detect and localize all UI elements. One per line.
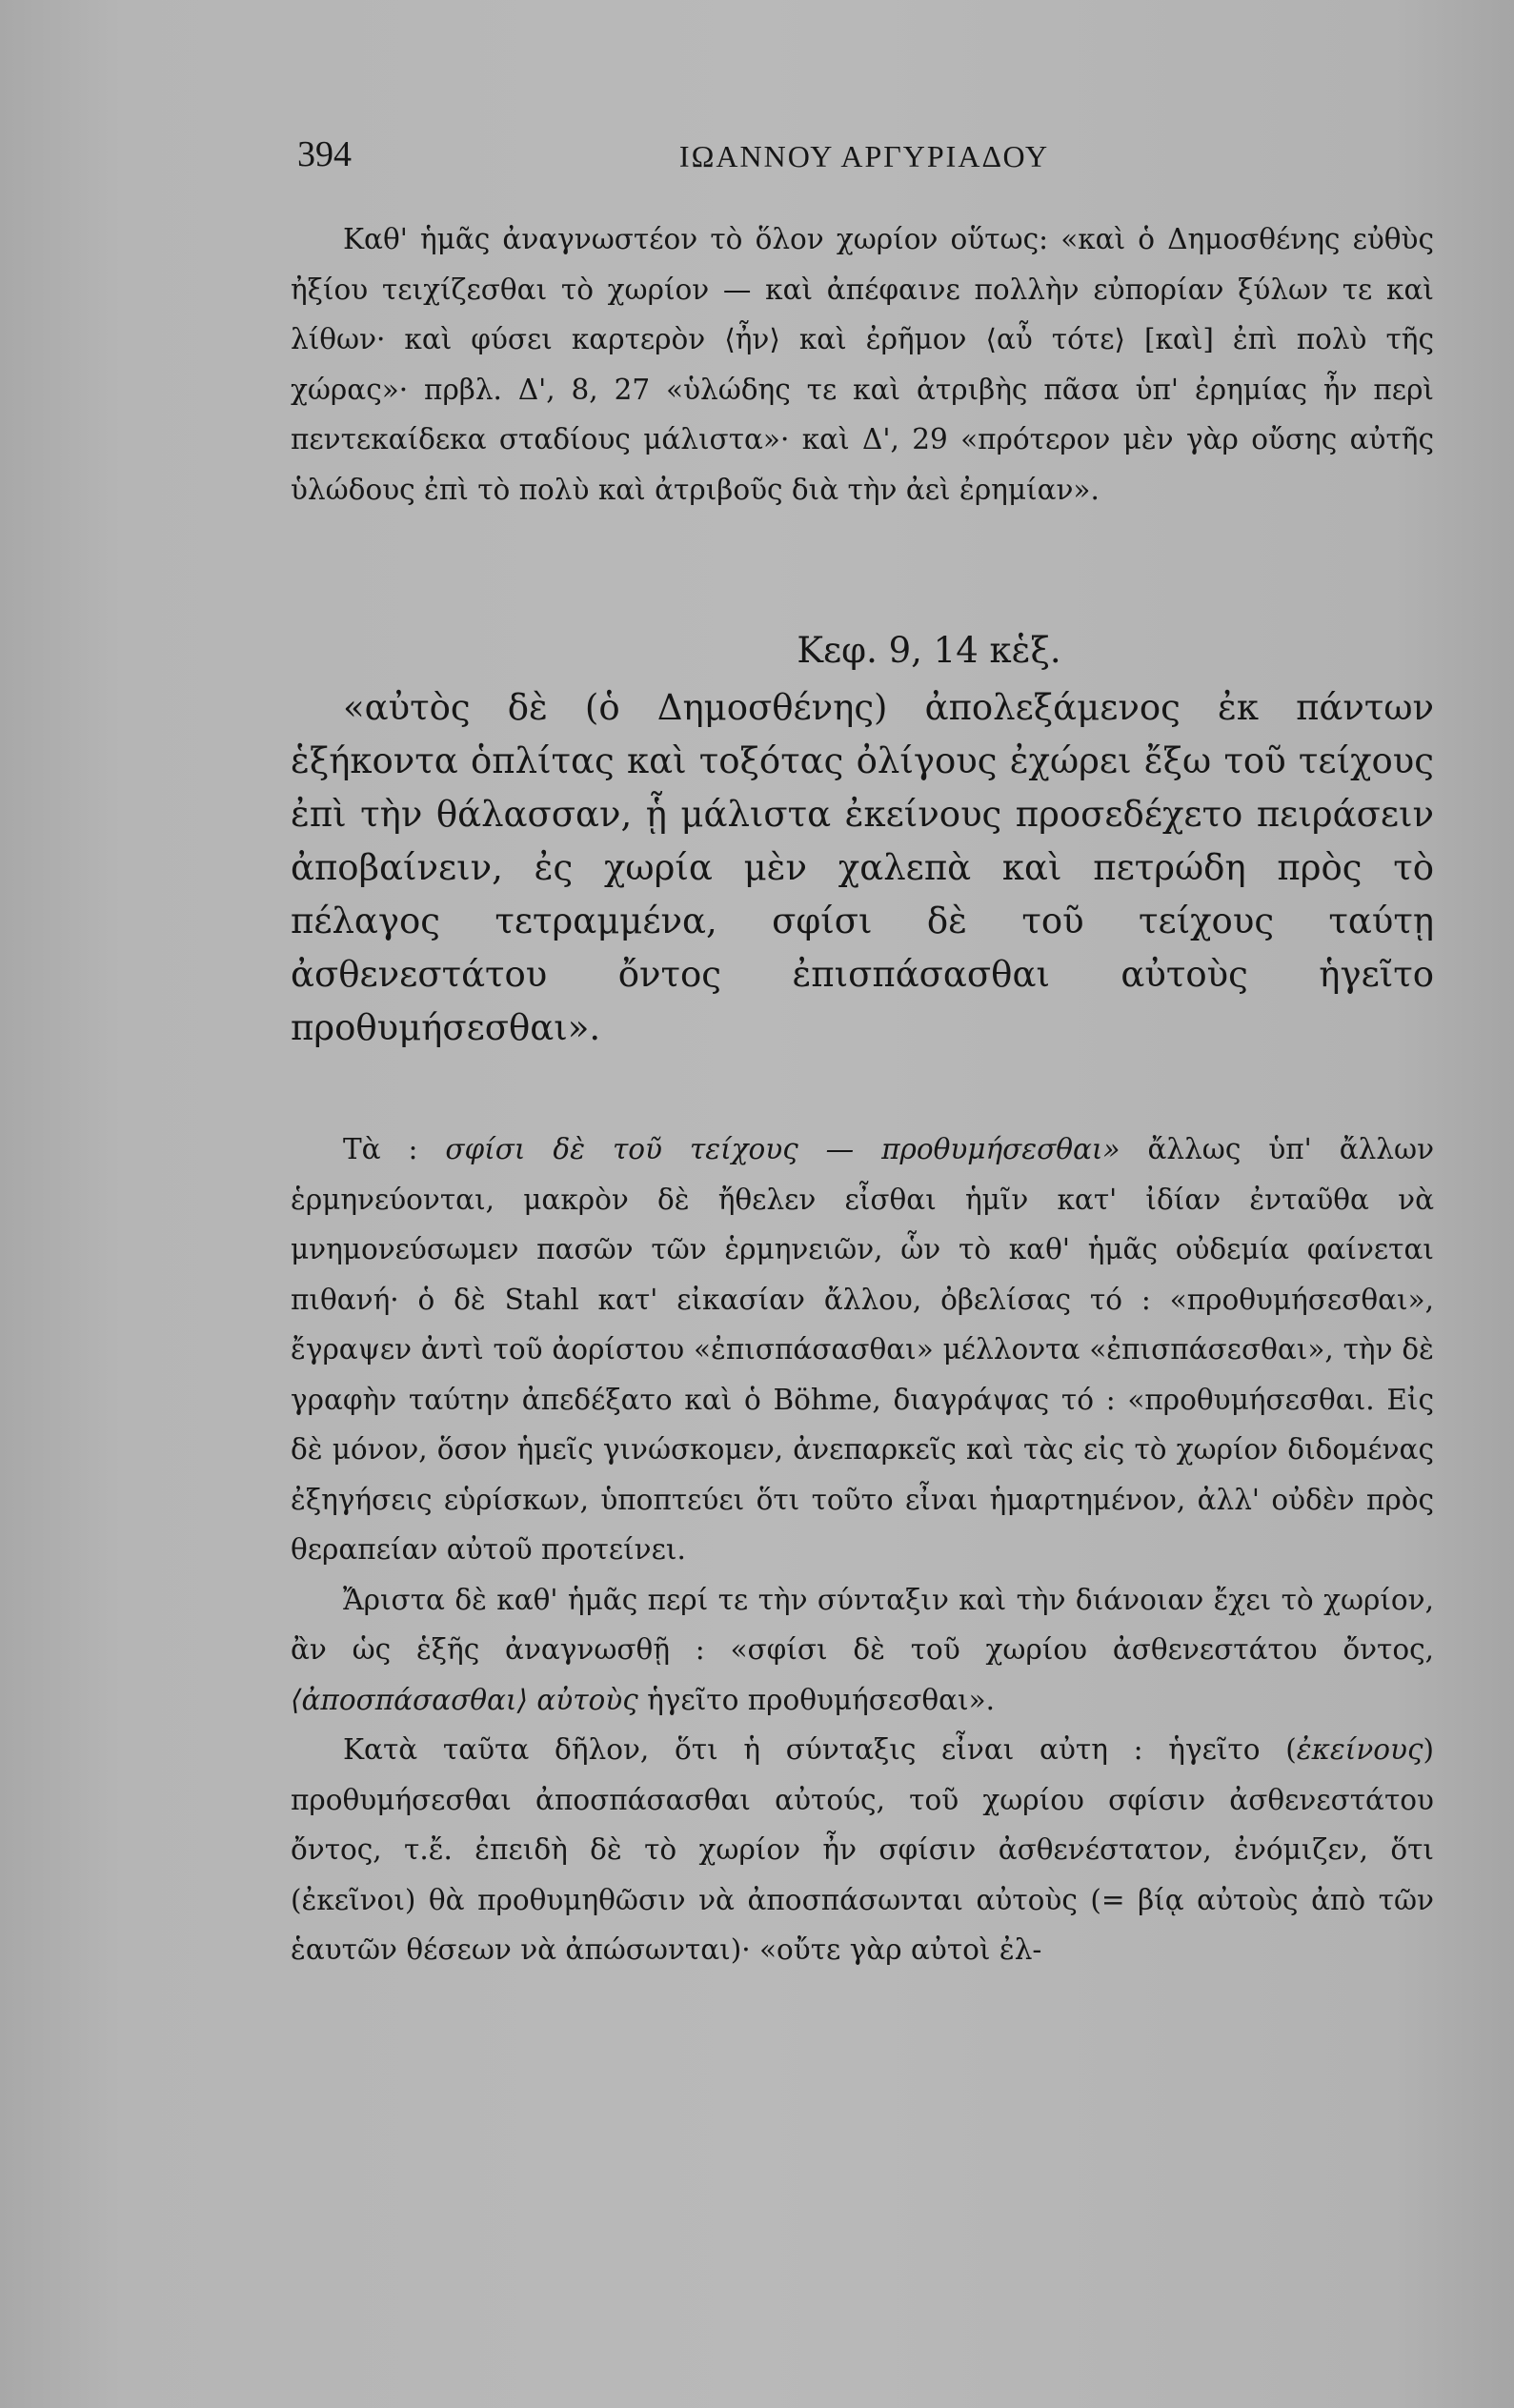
commentary-text-lead: Τὰ : [343, 1133, 446, 1165]
chapter-reference: Κεφ. 9, 14 κἑξ. [797, 630, 1061, 671]
commentary-paragraph [291, 1725, 1434, 1975]
commentary-paragraph [291, 1124, 1434, 1575]
quotation-paragraph: «αὐτὸς δὲ (ὁ Δημοσθένης) ἀπολεξάμενος ἐκ πάντων ἑξήκοντα ὁπλίτας καὶ τοξότας ὀλίγους ἐχώρει ἔξω τοῦ τείχους ἐπὶ τὴν θάλασσαν, ᾗ μάλιστα ἐκείνους προσεδέχετο πειράσειν ἀποβαίνειν, ἐς χωρία μὲν χαλεπὰ καὶ πετρώδη πρὸς τὸ πέλαγος τετραμμένα, σφίσι δὲ τοῦ τείχους ταύτῃ ἀσθενεστάτου ὄντος ἐπισπάσασθαι αὐτοὺς ἡγεῖτο προθυμήσεσθαι». [291, 687, 1434, 1048]
page-header [297, 133, 1431, 191]
commentary-paragraph [291, 1575, 1434, 1726]
running-head: ΙΩΑΝΝΟΥ ΑΡΓΥΡΙΑΔΟΥ [678, 139, 1050, 173]
commentary-text-lead: Κατὰ ταῦτα δῆλον, ὅτι ἡ σύνταξις εἶναι αὐτη : ἡγεῖτο ( [343, 1733, 1297, 1766]
commentary-text: ἡγεῖτο προθυμήσεσθαι». [637, 1683, 996, 1716]
commentary-italic-phrase: σφίσι δὲ τοῦ τείχους — προθυμήσεσθαι» [445, 1133, 1120, 1165]
page-number: 394 [297, 134, 352, 174]
commentary-italic-phrase: ἐκείνους [1296, 1733, 1423, 1766]
commentary-italic-phrase: ⟨ἀποσπάσασθαι⟩ αὐτοὺς [291, 1683, 638, 1716]
commentary-block [291, 1124, 1434, 1975]
intro-block [291, 214, 1434, 515]
commentary-text: ) προθυμήσεσθαι ἀποσπάσασθαι αὐτούς, τοῦ χωρίου σφίσιν ἀσθενεστάτου ὄντος, τ.ἔ. ἐπειδὴ δὲ τὸ χωρίον ἦν σφίσιν ἀσθενέστατον, ἐνόμιζεν, ὅτι (ἐκεῖνοι) θὰ προθυμηθῶσιν νὰ ἀποσπάσωνται αὐτοὺς (= βίᾳ αὐτοὺς ἀπὸ τῶν ἑαυτῶν θέσεων νὰ ἀπώσωνται)· «οὔτε γὰρ αὐτοὶ ἐλ- [291, 1733, 1434, 1966]
commentary-text-lead: Ἄριστα δὲ καθ' ἡμᾶς περί τε τὴν σύνταξιν καὶ τὴν διάνοιαν ἔχει τὸ χωρίον, ἂν ὡς ἑξῆς ἀναγνωσθῇ : «σφίσι δὲ τοῦ χωρίου ἀσθενεστάτου ὄντος, [291, 1583, 1434, 1666]
commentary-text: ἄλλως ὑπ' ἄλλων ἑρμηνεύονται, μακρὸν δὲ ἤθελεν εἶσθαι ἡμῖν κατ' ἰδίαν ἐνταῦθα νὰ μνημονεύσωμεν πασῶν τῶν ἑρμηνειῶν, ὧν τὸ καθ' ἡμᾶς οὐδεμία φαίνεται πιθανή· ὁ δὲ Stahl κατ' εἰκασίαν ἄλλου, ὀβελίσας τό : «προθυμήσεσθαι», ἔγραψεν ἀντὶ τοῦ ἀορίστου «ἐπισπάσασθαι» μέλλοντα «ἐπισπάσεσθαι», τὴν δὲ γραφὴν ταύτην ἀπεδέξατο καὶ ὁ Böhme, διαγράψας τό : «προθυμήσεσθαι. Εἰς δὲ μόνον, ὅσον ἡμεῖς γινώσκομεν, ἀνεπαρκεῖς καὶ τὰς εἰς τὸ χωρίον διδομένας ἐξηγήσεις εὑρίσκων, ὑποπτεύει ὅτι τοῦτο εἶναι ἡμαρτημένον, ἀλλ' οὐδὲν πρὸς θεραπείαν αὐτοῦ προτείνει. [291, 1133, 1434, 1566]
intro-paragraph: Καθ' ἡμᾶς ἀναγνωστέον τὸ ὅλον χωρίον οὕτως: «καὶ ὁ Δημοσθένης εὐθὺς ἠξίου τειχίζεσθαι τὸ χωρίον — καὶ ἀπέφαινε πολλὴν εὐπορίαν ξύλων τε καὶ λίθων· καὶ φύσει καρτερὸν ⟨ἦν⟩ καὶ ἐρῆμον ⟨αὖ τότε⟩ [καὶ] ἐπὶ πολὺ τῆς χώρας»· πρβλ. Δ', 8, 27 «ὑλώδης τε καὶ ἀτριβὴς πᾶσα ὑπ' ἐρημίας ἦν περὶ πεντεκαίδεκα σταδίους μάλιστα»· καὶ Δ', 29 «πρότερον μὲν γὰρ οὔσης αὐτῆς ὑλώδους ἐπὶ τὸ πολὺ καὶ ἀτριβοῦς διὰ τὴν ἀεὶ ἐρημίαν». [291, 223, 1434, 506]
quotation-block [291, 624, 1434, 1055]
